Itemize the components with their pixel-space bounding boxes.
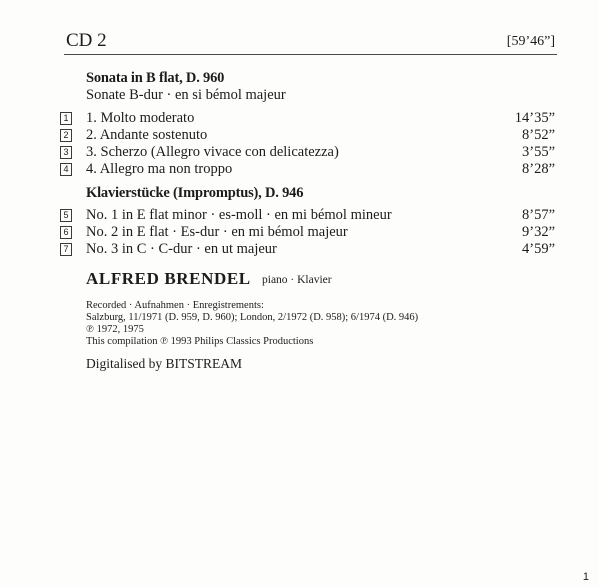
- track-duration: 3’55”: [521, 144, 555, 160]
- track-row: [60, 144, 555, 161]
- track-row: [60, 110, 555, 127]
- track-number-box: 7: [60, 243, 72, 256]
- track-title: 4. Allegro ma non troppo: [86, 161, 233, 177]
- track-duration: 14’35”: [514, 110, 555, 126]
- recording-note: Recorded · Aufnahmen · Enregistrements:: [86, 300, 264, 311]
- recording-note: This compilation ℗ 1993 Philips Classics Productions: [86, 336, 314, 347]
- track-duration: 8’28”: [521, 161, 555, 177]
- track-number-box: 5: [60, 209, 72, 222]
- track-number-box: 2: [60, 129, 72, 142]
- track-row: [60, 241, 555, 258]
- digitalised-credit: Digitalised by BITSTREAM: [86, 356, 242, 371]
- performer-instrument: piano · Klavier: [262, 274, 332, 286]
- track-title: 1. Molto moderato: [86, 110, 195, 126]
- track-duration: 8’52”: [521, 127, 555, 143]
- track-row: [60, 207, 555, 224]
- performer-name: ALFRED BRENDEL: [86, 269, 251, 288]
- work-title: Sonata in B flat, D. 960: [86, 70, 225, 86]
- track-row: [60, 127, 555, 144]
- recording-note: ℗ 1972, 1975: [86, 324, 144, 335]
- track-number-box: 1: [60, 112, 72, 125]
- recording-note: Salzburg, 11/1971 (D. 959, D. 960); London, 2/1972 (D. 958); 6/1974 (D. 946): [86, 312, 419, 323]
- cd-title: CD 2: [66, 30, 107, 51]
- track-number-box: 6: [60, 226, 72, 239]
- track-title: 3. Scherzo (Allegro vivace con delicatezza): [86, 144, 339, 160]
- track-title: No. 1 in E flat minor · es-moll · en mi bémol mineur: [86, 207, 392, 223]
- work-title: Klavierstücke (Impromptus), D. 946: [86, 185, 304, 201]
- track-duration: 4’59”: [521, 241, 555, 257]
- track-number-box: 3: [60, 146, 72, 159]
- track-duration: 8’57”: [521, 207, 555, 223]
- total-time: [59’46”]: [506, 34, 555, 49]
- track-duration: 9’32”: [521, 224, 555, 240]
- track-title: 2. Andante sostenuto: [86, 127, 208, 143]
- track-row: [60, 161, 555, 178]
- page-number: 1: [582, 571, 589, 583]
- header-rule: [64, 54, 557, 55]
- track-title: No. 2 in E flat · Es-dur · en mi bémol majeur: [86, 224, 348, 240]
- track-title: No. 3 in C · C-dur · en ut majeur: [86, 241, 277, 257]
- track-row: [60, 224, 555, 241]
- work-subtitle: Sonate B-dur · en si bémol majeur: [86, 87, 286, 103]
- track-number-box: 4: [60, 163, 72, 176]
